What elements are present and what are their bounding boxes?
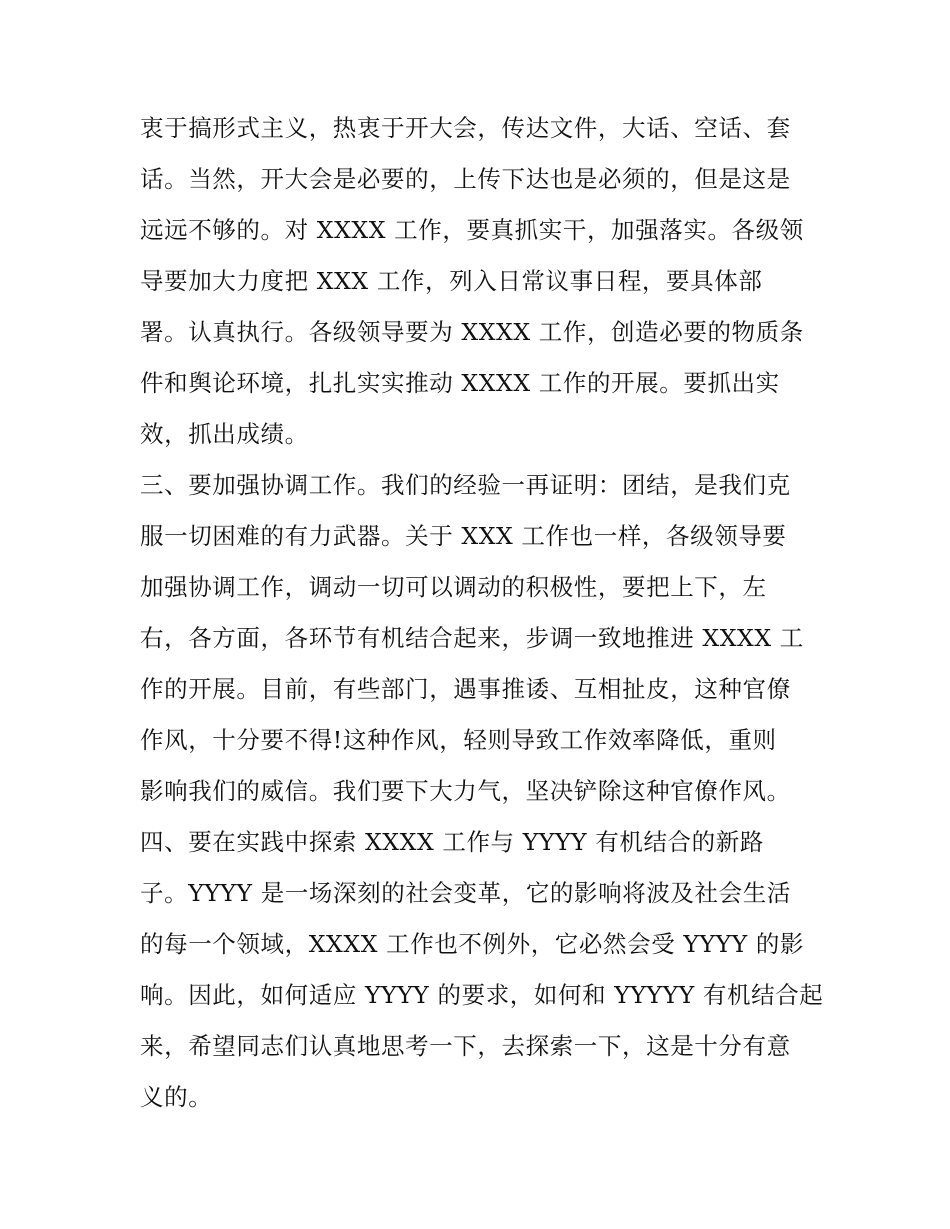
text-line: 的每一个领域，XXXX 工作也不例外，它必然会受 YYYY 的影 [140, 930, 805, 958]
text-line: 作风，十分要不得!这种作风，轻则导致工作效率降低，重则 [140, 726, 777, 754]
text-line: 响。因此，如何适应 YYYY 的要求，如何和 YYYYY 有机结合起 [140, 981, 824, 1009]
text-line: 来，希望同志们认真地思考一下，去探索一下，这是十分有意 [140, 1032, 791, 1060]
text-line: 署。认真执行。各级领导要为 XXXX 工作，创造必要的物质条 [140, 318, 804, 346]
text-line: 加强协调工作，调动一切可以调动的积极性，要把上下，左 [140, 573, 767, 601]
text-line: 衷于搞形式主义，热衷于开大会，传达文件，大话、空话、套 [140, 114, 791, 142]
body-text [140, 103, 824, 1123]
text-line: 效，抓出成绩。 [140, 420, 309, 448]
section-heading-4: 四、要在实践中探索 XXXX 工作与 YYYY 有机结合的新路 [140, 828, 764, 856]
text-line: 导要加大力度把 XXX 工作，列入日常议事日程，要具体部 [140, 267, 763, 295]
section-heading-3: 三、要加强协调工作。我们的经验一再证明：团结，是我们克 [140, 471, 791, 499]
text-line: 件和舆论环境，扎扎实实推动 XXXX 工作的开展。要抓出实 [140, 369, 780, 397]
text-line: 作的开展。目前，有些部门，遇事推诿、互相扯皮，这种官僚 [140, 675, 791, 703]
text-line: 服一切困难的有力武器。关于 XXX 工作也一样，各级领导要 [140, 522, 787, 550]
text-line: 影响我们的威信。我们要下大力气，坚决铲除这种官僚作风。 [140, 777, 791, 805]
text-line: 子。YYYY 是一场深刻的社会变革，它的影响将波及社会生活 [140, 879, 791, 907]
text-line: 远远不够的。对 XXXX 工作，要真抓实干，加强落实。各级领 [140, 216, 804, 244]
text-line: 话。当然，开大会是必要的，上传下达也是必须的，但是这是 [140, 165, 791, 193]
text-line: 右，各方面，各环节有机结合起来，步调一致地推进 XXXX 工 [140, 624, 804, 652]
text-line: 义的。 [140, 1083, 213, 1111]
